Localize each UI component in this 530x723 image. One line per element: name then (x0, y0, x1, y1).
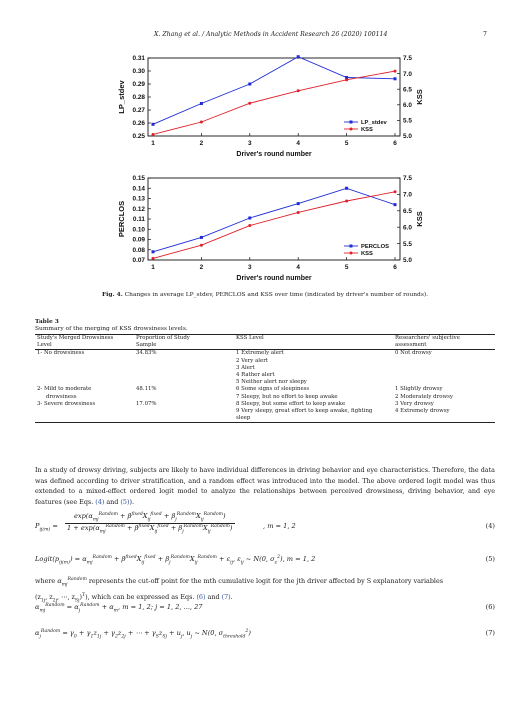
equation-number: (4) (485, 522, 495, 530)
y2-tick-label: 7.0 (403, 191, 412, 199)
y-tick-label: 0.07 (132, 257, 145, 265)
chart-lp-stdev-kss (117, 55, 424, 158)
y2-tick-label: 5.0 (403, 257, 412, 265)
legend-marker (350, 245, 353, 248)
figure-caption (0, 291, 530, 298)
drowsiness-table (35, 334, 495, 423)
eq-link-6[interactable]: (6) (196, 592, 206, 601)
cell-assessment: 0 Not drowsy (395, 350, 432, 357)
y-tick-label: 0.09 (132, 236, 145, 244)
data-point (152, 123, 155, 126)
body-paragraph: In a study of drowsy driving, subjects are likely to have individual differences in driving behavior and eye characteristics. Therefore, the data was defined according to driver stratification, and a random effect was introduced into the model. The above ordered logit model was thus extended to a mixed-effect ordered logit model to analyze the relationships between perceived drowsiness, driving behavior, and eye features (see Eqs. (4) and (5)). (35, 466, 495, 506)
x-tick-label: 5 (344, 140, 349, 147)
data-point (297, 202, 300, 205)
data-point (345, 199, 348, 202)
cell-proportion: 48.11% (136, 386, 157, 393)
data-point (394, 190, 397, 193)
x-tick-label: 5 (344, 264, 349, 271)
x-tick-label: 3 (248, 264, 252, 271)
legend-label: KSS (361, 127, 373, 134)
y-tick-label: 0.26 (132, 120, 145, 128)
data-point (152, 250, 155, 253)
x-tick-label: 6 (393, 140, 397, 147)
y2-tick-label: 5.5 (403, 240, 412, 248)
where-paragraph: where $\alpha_{mj}^{Random}$ represents the cut-off point for the mth cumulative logit for the jth driver affected by S explanatory variables ($z_{1j}$, $z_{2j}$, ⋯, $z_{Sj})^T$), which can be expressed as Eqs. (6) and (7). (35, 577, 444, 603)
y2-tick-label: 6.0 (403, 102, 412, 109)
y-tick-label: 0.30 (132, 68, 145, 76)
series-line-PERCLOS (153, 188, 395, 252)
x-axis-label: Driver's round number (236, 151, 312, 158)
page-number: 7 (483, 31, 487, 38)
table-subtitle: Summary of the merging of KSS drowsiness levels. (35, 326, 188, 332)
table-row (35, 350, 495, 387)
equation-5: $Logit(p_{ij(m)}) = \alpha_{mj}^{Random} + \beta^{fixed}X_{ij}^{fixed} + \beta_j^{Random}X_{ij}^{Random} + \varepsilon_{ij}$, $\varepsilon_{ij}$ ~ N(0, $\sigma_\varepsilon^2$), m = 1, 2 (5) (35, 555, 495, 566)
cell-level: 1- No drowsiness (37, 350, 85, 357)
x-tick-label: 2 (199, 140, 204, 147)
data-point (345, 187, 348, 190)
figure-label: Fig. 4. (101, 291, 123, 298)
y-tick-label: 0.28 (132, 94, 145, 102)
y-tick-label: 0.31 (132, 55, 145, 63)
y-tick-label: 0.14 (132, 185, 145, 193)
cell-proportion: 34.83% (136, 350, 157, 357)
table-title: Table 3 (35, 318, 59, 325)
data-point (200, 120, 203, 123)
cell-kss: 1 Extremely alert 2 Very alert 3 Alert 4 Rather alert 5 Neither alert nor sleepy (236, 350, 307, 386)
y-tick-label: 0.11 (132, 216, 145, 224)
data-point (394, 203, 397, 206)
legend-label: PERCLOS (361, 244, 390, 251)
data-point (248, 83, 251, 86)
data-point (297, 211, 300, 214)
col-header-level: Study's Merged Drowsiness Level (37, 335, 114, 349)
cell-assessment: 3 Very drowsy 4 Extremely drowsy (395, 400, 450, 415)
y-tick-label: 0.29 (132, 81, 145, 89)
data-point (248, 102, 251, 105)
x-tick-label: 1 (151, 140, 155, 147)
equation-number: (6) (485, 603, 495, 611)
data-point (394, 77, 397, 80)
equation-number: (5) (485, 555, 495, 563)
chart-perclos-kss (117, 175, 424, 282)
x-tick-label: 1 (151, 264, 155, 271)
eq-link-7[interactable]: (7) (221, 592, 231, 601)
data-point (297, 89, 300, 92)
cell-level: 2- Mild to moderate drowsiness (37, 386, 92, 400)
col-header-proportion: Proportion of Study Sample (136, 335, 190, 349)
figure-caption-text: Changes in average LP_stdev, PERCLOS and KSS over time (indicated by driver's number of rounds). (124, 292, 429, 298)
legend-label: LP_stdev (361, 120, 387, 127)
x-tick-label: 4 (296, 140, 300, 147)
cell-proportion: 17.07% (136, 400, 157, 407)
journal-reference: X. Zhang et al. / Analytic Methods in Accident Research 26 (2020) 100114 (154, 31, 388, 38)
series-line-KSS (153, 192, 395, 259)
table-row (35, 386, 495, 400)
figure-4 (0, 48, 530, 288)
col-header-assessment: Researchers' subjective assessment (395, 335, 460, 349)
y2-tick-label: 7.5 (403, 175, 412, 183)
y2-tick-label: 6.5 (403, 208, 412, 215)
x-tick-label: 2 (199, 264, 204, 271)
cell-kss: 8 Sleepy, but some effort to keep awake 9 Very sleepy, great effort to keep awake, fighting sleep (236, 400, 373, 422)
y-tick-label: 0.27 (132, 107, 145, 115)
y2-tick-label: 6.0 (403, 224, 412, 232)
table-row (35, 401, 495, 423)
cell-assessment: 1 Slightly drowsy 2 Moderately drowsy (395, 386, 453, 400)
legend-marker (350, 121, 353, 124)
data-point (200, 236, 203, 239)
y2-tick-label: 6.5 (403, 86, 412, 94)
eq-link-4[interactable]: (4) (95, 497, 105, 506)
series-line-LP_stdev (153, 57, 395, 125)
data-point (297, 55, 300, 58)
data-point (200, 102, 203, 105)
cell-level: 3- Severe drowsiness (37, 400, 96, 407)
data-point (345, 78, 348, 81)
y-tick-label: 0.10 (132, 226, 145, 234)
equation-7: $\alpha_j^{Random} = \gamma_0 + \gamma_1z_{1j} + \gamma_2z_{2j}$ + ⋯ + $\gamma_Sz_{Sj} + u_j$, $u_j$ ~ N(0, $\sigma_{threshold}^2$) (7) (35, 629, 495, 640)
equation-6: $\alpha_{mj}^{Random} = \alpha_j^{Random} + \alpha_m$, m = 1, 2; j = 1, 2, ..., 27 (6) (35, 603, 495, 614)
equation-number: (7) (485, 629, 495, 637)
col-header-kss: KSS Level (236, 335, 264, 341)
y2-axis-label: KSS (415, 211, 424, 227)
series-line-KSS (153, 71, 395, 134)
y-axis-label: LP_stdev (117, 80, 126, 114)
y2-axis-label: KSS (415, 89, 424, 105)
data-point (152, 257, 155, 260)
legend-label: KSS (361, 251, 373, 258)
data-point (200, 244, 203, 247)
y2-tick-label: 7.0 (403, 70, 412, 78)
y-axis-label: PERCLOS (117, 200, 126, 238)
y2-tick-label: 5.0 (403, 133, 412, 141)
y2-tick-label: 7.5 (403, 55, 412, 63)
y-tick-label: 0.15 (132, 175, 145, 183)
x-tick-label: 3 (248, 140, 252, 147)
table-header-row (35, 335, 495, 350)
data-point (152, 133, 155, 136)
x-tick-label: 4 (296, 264, 300, 271)
x-axis-label: Driver's round number (236, 275, 312, 282)
data-point (394, 70, 397, 73)
legend-marker (350, 252, 353, 255)
cell-kss: 6 Some signs of sleepiness 7 Sleepy, but no effort to keep awake (236, 386, 338, 400)
y-tick-label: 0.08 (132, 246, 145, 254)
legend-marker (350, 128, 353, 131)
x-tick-label: 6 (393, 264, 397, 271)
running-header (0, 31, 530, 43)
data-point (248, 224, 251, 227)
y2-tick-label: 5.5 (403, 117, 412, 125)
y-tick-label: 0.12 (132, 205, 145, 213)
y-tick-label: 0.13 (132, 195, 145, 203)
data-point (248, 216, 251, 219)
eq-link-5[interactable]: (5) (120, 497, 130, 506)
y-tick-label: 0.25 (132, 133, 145, 141)
